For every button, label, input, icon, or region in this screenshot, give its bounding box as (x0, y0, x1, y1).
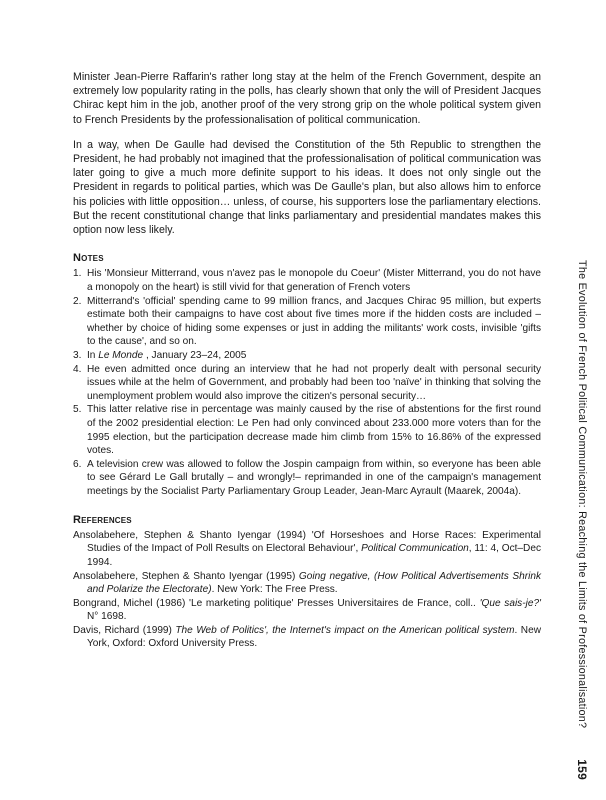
note-number: 6. (73, 458, 82, 470)
note-number: 2. (73, 295, 82, 307)
note-text: This latter relative rise in percentage was mainly caused by the rise of abstentions for the first round of the 2002 presidential election: Le Pen had only convinced about 233.000 more voters than for the 1995 election, but the participation decrease made him climb from 15% to 16.86% of the expressed votes. (87, 404, 541, 457)
body-paragraph-2: In a way, when De Gaulle had devised the Constitution of the 5th Republic to strengthen the President, he had probably not imagined that the professionalisation of political communication was later going to give a much more definite support to his ideas. It does not only single out the President in regards to political parties, which was De Gaulle's plan, but also allows him to enforce his policies with little opposition… unless, of course, his supporters lose the parliamentary elections. But the recent constitutional change that links parliamentary and presidential mandates makes this option now less likely. (73, 138, 541, 237)
body-paragraph-1: Minister Jean-Pierre Raffarin's rather long stay at the helm of the French Government, despite an extremely low popularity rating in the polls, has clearly shown that only the will of President Jacques Chirac kept him in the job, another proof of the very strong grip on the whole political system given to French Presidents by the professionalisation of political communication. (73, 71, 541, 126)
note-text: A television crew was allowed to follow the Jospin campaign from within, so everyone has been able to see Gérard Le Gall brutally – and wrongly!– reprimanded in one of the campaign's management meetings by the Socialist Party Parliamentary Group Leader, Jean-Marc Ayrault (Maarek, 2004a). (87, 458, 541, 497)
reference-item: Davis, Richard (1999) The Web of Politics', the Internet's impact on the American political system. New York, Oxford: Oxford University Press. (73, 624, 541, 650)
note-item (73, 458, 541, 499)
note-number: 3. (73, 350, 82, 361)
note-item (73, 349, 541, 363)
reference-item: Ansolabehere, Stephen & Shanto Iyengar (1995) Going negative, (How Political Advertisements Shrink and Polarize the Electorate). New York: The Free Press. (73, 570, 541, 596)
note-text: His 'Monsieur Mitterrand, vous n'avez pas le monopole du Coeur' (Mister Mitterrand, you do not have a monopoly on the heart) is still vivid for that generation of French voters (87, 268, 541, 294)
note-item (73, 267, 541, 294)
references-list (73, 529, 541, 651)
note-item (73, 295, 541, 349)
note-number: 4. (73, 363, 82, 375)
notes-list (73, 267, 541, 498)
note-text: He even admitted once during an interview that he had not properly dealt with personal security issues while at the helm of Government, and probably had been too 'naïve' in thinking that solving the unemployment problem would also improve the citizen's personal security… (87, 363, 541, 402)
note-item (73, 403, 541, 457)
page-body (73, 70, 541, 651)
note-item (73, 363, 541, 404)
note-text: In Le Monde , January 23–24, 2005 (87, 350, 247, 361)
note-number: 5. (73, 404, 82, 416)
reference-item: Bongrand, Michel (1986) 'Le marketing politique' Presses Universitaires de France, coll.. 'Que sais-je?' N° 1698. (73, 597, 541, 623)
running-header (575, 260, 589, 780)
reference-item: Ansolabehere, Stephen & Shanto Iyengar (1994) 'Of Horseshoes and Horse Races: Experimental Studies of the Impact of Poll Results on Electoral Behaviour', Political Communication, 11: 4, Oct–Dec 1994. (73, 529, 541, 568)
note-text: Mitterrand's 'official' spending came to 99 million francs, and Jacques Chirac 95 million, but experts estimate both their campaigns to have cost about five times more if the hidden costs are included – whether by choice of hiding some expenses or just in adding the militants' work costs, invisible 'gifts to the cause', and so on. (87, 295, 541, 348)
running-title: The Evolution of French Political Communication: Reaching the Limits of Professionalisation? (576, 260, 588, 729)
page-number: 159 (575, 759, 589, 780)
notes-heading: Notes (73, 252, 104, 265)
references-heading: References (73, 513, 132, 526)
note-number: 1. (73, 268, 82, 280)
